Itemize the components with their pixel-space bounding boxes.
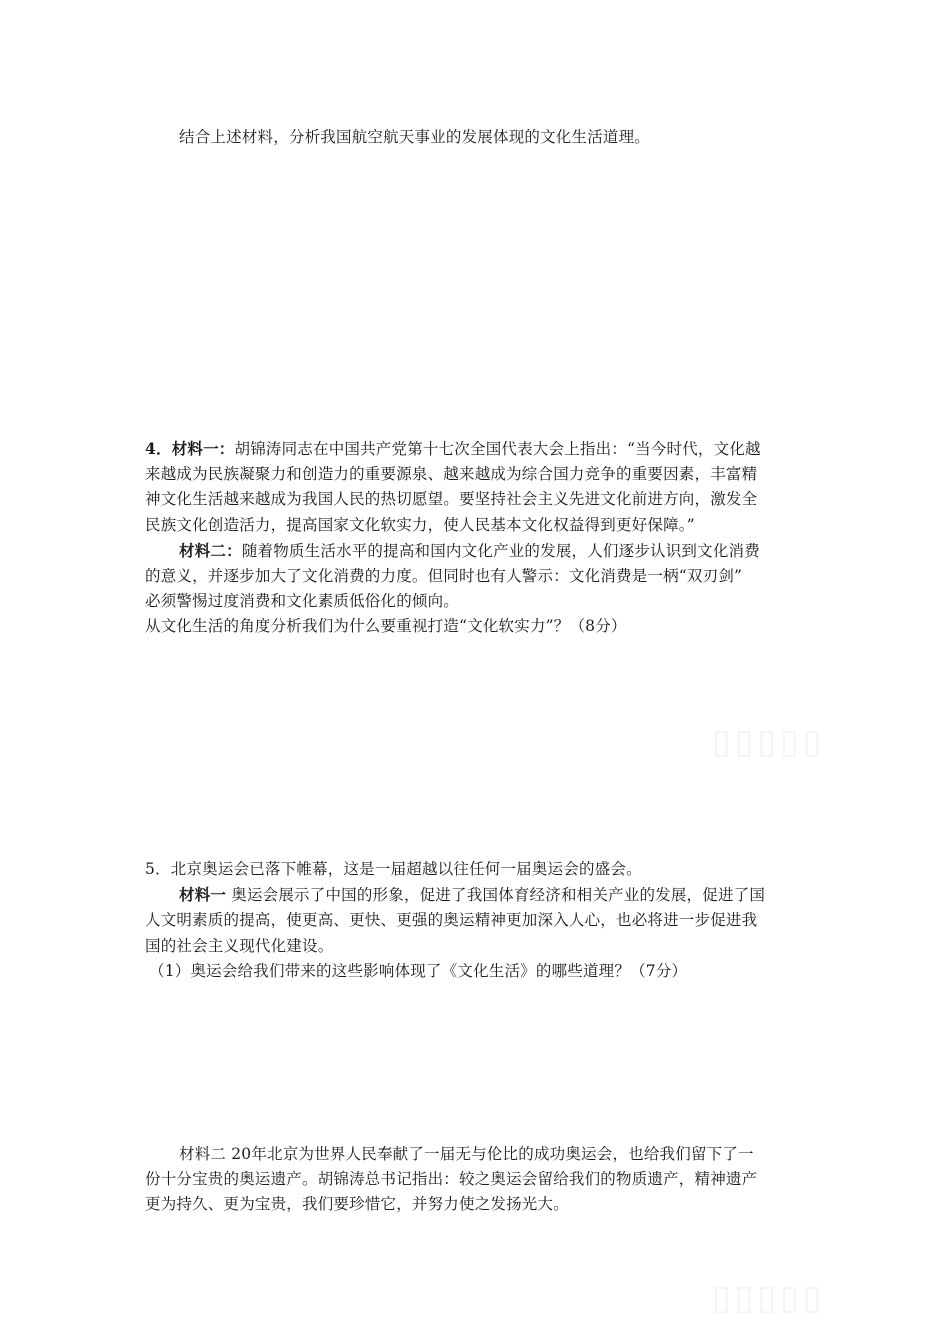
question-4-block — [145, 436, 813, 640]
q4-material-2-line-1 — [145, 538, 813, 564]
q5-material-1-label: 材料一 — [179, 885, 227, 905]
q4-material-1-label: 材料一： — [171, 439, 235, 458]
q4-material-1-line-2: 来越成为民族凝聚力和创造力的重要源泉、越来越成为综合国力竞争的重要因素，丰富精 — [145, 465, 758, 484]
q5-intro: 5．北京奥运会已落下帷幕，这是一届超越以往任何一届奥运会的盛会。 — [145, 860, 642, 878]
q5-sub-question-1: （1）奥运会给我们带来的这些影响体现了《文化生活》的哪些道理？（7分） — [149, 961, 688, 980]
watermark-mark-upper: ▯▯▯▯▯ — [712, 722, 826, 762]
question-3-block — [145, 125, 813, 150]
question-5-block — [145, 857, 813, 984]
question-3-prompt: 结合上述材料，分析我国航空航天事业的发展体现的文化生活道理。 — [179, 128, 651, 146]
q4-material-1-line-1 — [145, 436, 813, 462]
q4-material-1-line-3: 神文化生活越来越成为我国人民的热切愿望。要坚持社会主义先进文化前进方向，激发全 — [145, 490, 758, 509]
q4-material-2-label: 材料二： — [179, 540, 242, 560]
q5-material-1-line-1 — [145, 882, 813, 908]
q5-material-2-line-3: 更为持久、更为宝贵，我们要珍惜它，并努力使之发扬光大。 — [145, 1195, 569, 1214]
q5-material-2-line-1: 材料二 20年北京为世界人民奉献了一届无与伦比的成功奥运会，也给我们留下了一 — [179, 1145, 754, 1163]
q4-number: 4． — [145, 439, 172, 458]
q5-material-1-line-2: 人文明素质的提高，使更高、更快、更强的奥运精神更加深入人心，也必将进一步促进我 — [145, 911, 758, 930]
q4-material-2-text: 随着物质生活水平的提高和国内文化产业的发展，人们逐步认识到文化消费 — [241, 541, 760, 560]
q4-material-1-line-4: 民族文化创造活力，提高国家文化软实力，使人民基本文化权益得到更好保障。” — [145, 515, 695, 534]
q4-material-2-line-3: 必须警惕过度消费和文化素质低俗化的倾向。 — [145, 592, 460, 611]
q5-material-1-line-3: 国的社会主义现代化建设。 — [145, 936, 334, 955]
q5-material-1-text: 奥运会展示了中国的形象，促进了我国体育经济和相关产业的发展，促进了国 — [231, 886, 766, 905]
question-5-material-2-block — [145, 1142, 813, 1218]
watermark-mark-lower: ▯▯▯▯▯ — [712, 1278, 826, 1318]
q4-question: 从文化生活的角度分析我们为什么要重视打造“文化软实力”？（8分） — [145, 617, 627, 636]
q4-material-2-line-2: 的意义，并逐步加大了文化消费的力度。但同时也有人警示：文化消费是一柄“双刃剑” — [145, 567, 743, 586]
q4-material-1-text: 胡锦涛同志在中国共产党第十七次全国代表大会上指出：“当今时代，文化越 — [234, 440, 761, 458]
q5-material-2-line-2: 份十分宝贵的奥运遗产。胡锦涛总书记指出：较之奥运会留给我们的物质遗产，精神遗产 — [145, 1170, 758, 1189]
